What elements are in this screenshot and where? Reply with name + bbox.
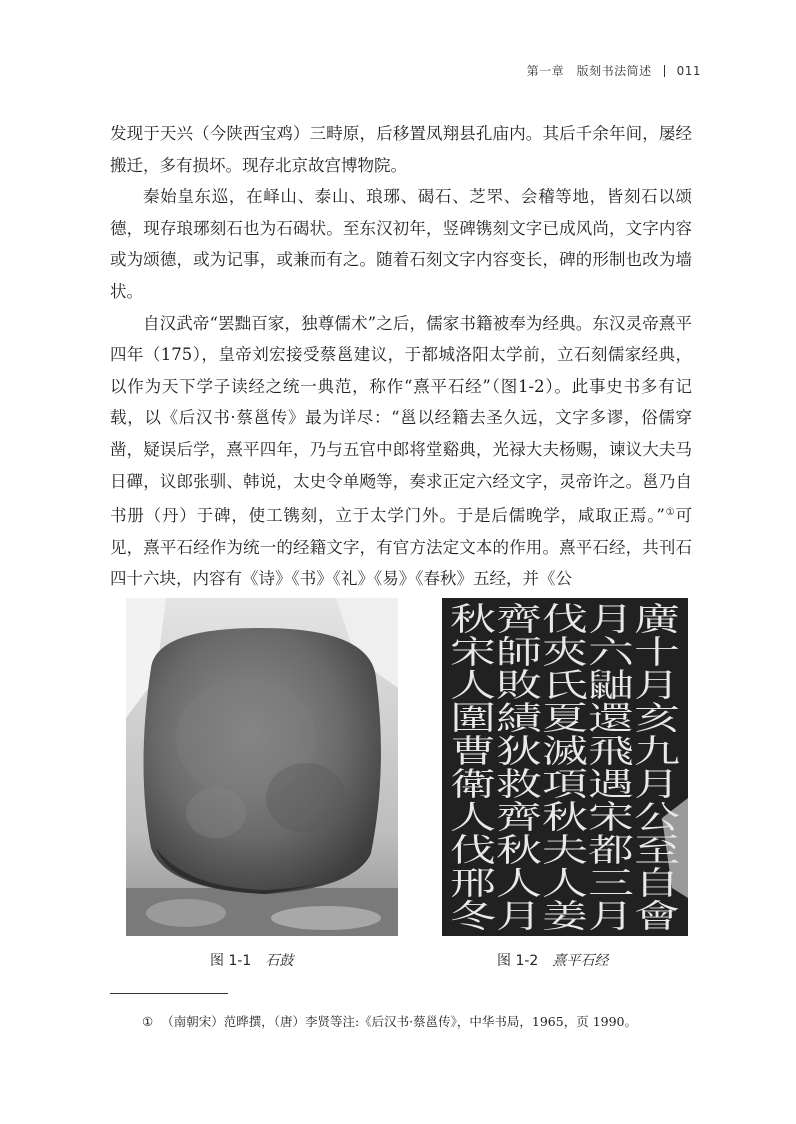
footnote-reference[interactable]: ① (664, 507, 676, 519)
paragraph-2: 秦始皇东巡，在峄山、泰山、琅琊、碣石、芝罘、会稽等地，皆刻石以颂德，现存琅琊刻石也为石碣状。至东汉初年，竖碑镌刻文字已成风尚，文字内容或为颂德，或为记事，或兼而有之。随着石刻文字内容变长，碑的形制也改为墙状。 (110, 187, 692, 301)
inscription-row: 秋齊伐月廣 (450, 600, 683, 638)
figure-2-title: 熹平石经 (552, 953, 609, 969)
figure-1-title: 石鼓 (265, 953, 294, 969)
inscription-row: 衛救項遇月 (450, 765, 680, 803)
inscription-row: 圍績夏還亥 (450, 699, 680, 737)
inscription-row: 宋師夾六十 (450, 633, 680, 671)
footnote-mark: ① (142, 1014, 154, 1029)
header-separator (664, 65, 665, 77)
inscription-row: 冬月姜月會 (450, 897, 680, 935)
chapter-title: 第一章 版刻书法简述 (526, 64, 652, 78)
figure-2-number: 图 1-2 (497, 953, 539, 969)
running-head (527, 62, 701, 79)
paragraph-3 (110, 308, 692, 595)
xiping-stone-classic-rubbing (442, 598, 688, 936)
figure-1-number: 图 1-1 (210, 953, 252, 969)
stone-drum-photo (126, 598, 398, 936)
inscription-row: 人齊秋宋公 (450, 798, 680, 836)
figure-2-caption (497, 950, 608, 970)
paragraph-3-text: 自汉武帝“罢黜百家，独尊儒术”之后，儒家书籍被奉为经典。东汉灵帝熹平四年（175），皇帝刘宏接受蔡邕建议，于都城洛阳太学前，立石刻儒家经典，以作为天下学子读经之统一典范，称作“熹平石经”（图1-2）。此事史书多有记载，以《后汉书·蔡邕传》最为详尽：“邕以经籍去圣久远，文字多谬，俗儒穿凿，疑误后学，熹平四年，乃与五官中郎将堂谿典，光禄大夫杨赐，谏议大夫马日磾，议郎张驯、韩说，太史令单飏等，奏求正定六经文字，灵帝许之。邕乃自书册（丹）于碑，使工镌刻，立于太学门外。于是后儒晚学，咸取正焉。” (110, 313, 692, 526)
footnote-rule (110, 993, 228, 994)
inscription-row: 人敗氏鼬月 (450, 666, 680, 704)
paragraph-1: 发现于天兴（今陕西宝鸡）三畤原，后移置凤翔县孔庙内。其后千余年间，屡经搬迁，多有损坏。现存北京故宫博物院。 (110, 124, 692, 175)
inscription-row: 伐秋夫都至 (450, 831, 680, 869)
inscription-row: 曹狄滅飛九 (450, 732, 680, 770)
inscription-text (450, 600, 683, 935)
footnote-text: （南朝宋）范晔撰，（唐）李贤等注:《后汉书·蔡邕传》，中华书局，1965，页 1990。 (161, 1014, 638, 1029)
figure-1-caption (210, 950, 293, 970)
paragraph-3-continuation: 可见，熹平石经作为统一的经籍文字，有官方法定文本的作用。熹平石经，共刊石四十六块，内容有《诗》《书》《礼》《易》《春秋》五经，并《公 (110, 506, 693, 589)
page-number: 011 (676, 64, 701, 78)
footnote (142, 1012, 637, 1030)
body-text (110, 118, 692, 595)
inscription-row: 邢人人三自 (450, 864, 680, 902)
